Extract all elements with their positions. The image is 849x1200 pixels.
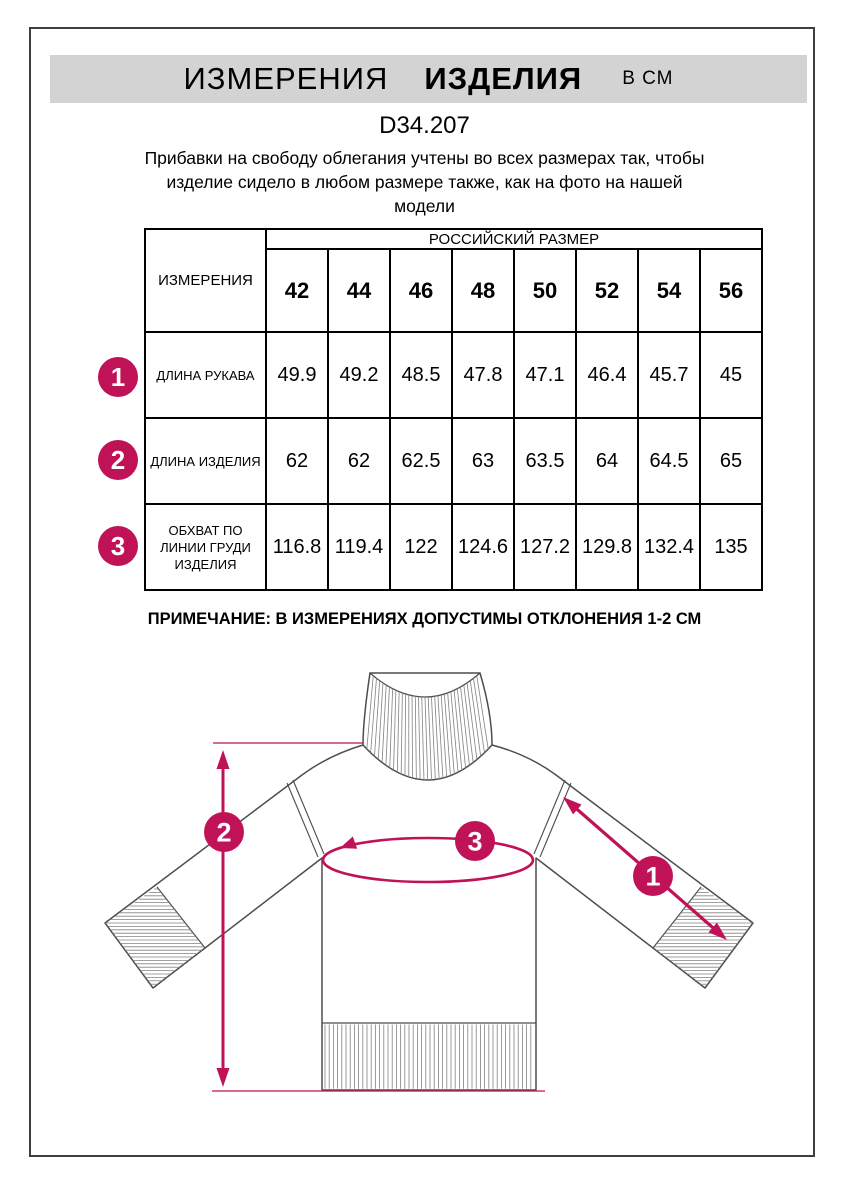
table-row bbox=[145, 504, 762, 590]
value-cell: 135 bbox=[700, 504, 762, 590]
diagram-marker-2 bbox=[204, 812, 244, 852]
svg-text:2: 2 bbox=[216, 817, 232, 848]
svg-text:1: 1 bbox=[645, 861, 661, 892]
table-row bbox=[145, 332, 762, 418]
table-row bbox=[145, 418, 762, 504]
description-line: модели bbox=[394, 196, 455, 216]
value-cell: 64.5 bbox=[638, 418, 700, 504]
value-cell: 45.7 bbox=[638, 332, 700, 418]
value-cell: 48.5 bbox=[390, 332, 452, 418]
product-code: D34.207 bbox=[379, 112, 470, 139]
row-label-cell: ДЛИНА РУКАВА bbox=[145, 332, 266, 418]
value-cell: 47.1 bbox=[514, 332, 576, 418]
title-bar bbox=[50, 55, 807, 103]
row-marker-3: 3 bbox=[98, 526, 138, 566]
value-cell: 62 bbox=[266, 418, 328, 504]
diagram-marker-3 bbox=[455, 821, 495, 861]
size-header-cell: 52 bbox=[576, 249, 638, 332]
value-cell: 62 bbox=[328, 418, 390, 504]
size-header-cell: 54 bbox=[638, 249, 700, 332]
group-header-cell: РОССИЙСКИЙ РАЗМЕР bbox=[266, 229, 762, 249]
value-cell: 129.8 bbox=[576, 504, 638, 590]
size-header-cell: 42 bbox=[266, 249, 328, 332]
value-cell: 122 bbox=[390, 504, 452, 590]
value-cell: 124.6 bbox=[452, 504, 514, 590]
size-header-cell: 56 bbox=[700, 249, 762, 332]
value-cell: 132.4 bbox=[638, 504, 700, 590]
size-table bbox=[144, 228, 763, 591]
value-cell: 65 bbox=[700, 418, 762, 504]
description-line: Прибавки на свободу облегания учтены во всех размерах так, чтобы bbox=[144, 148, 705, 168]
value-cell: 47.8 bbox=[452, 332, 514, 418]
corner-label-cell: ИЗМЕРЕНИЯ bbox=[145, 229, 266, 332]
diagram-marker-1 bbox=[633, 856, 673, 896]
svg-text:3: 3 bbox=[467, 826, 483, 857]
value-cell: 62.5 bbox=[390, 418, 452, 504]
value-cell: 116.8 bbox=[266, 504, 328, 590]
description-line: изделие сидело в любом размере также, как на фото на нашей bbox=[166, 172, 683, 192]
size-header-cell: 44 bbox=[328, 249, 390, 332]
value-cell: 49.2 bbox=[328, 332, 390, 418]
size-header-cell: 48 bbox=[452, 249, 514, 332]
description bbox=[0, 146, 849, 218]
value-cell: 64 bbox=[576, 418, 638, 504]
value-cell: 49.9 bbox=[266, 332, 328, 418]
value-cell: 46.4 bbox=[576, 332, 638, 418]
value-cell: 63.5 bbox=[514, 418, 576, 504]
garment-outline bbox=[105, 745, 753, 1090]
value-cell: 63 bbox=[452, 418, 514, 504]
row-label-cell: ДЛИНА ИЗДЕЛИЯ bbox=[145, 418, 266, 504]
size-header-cell: 50 bbox=[514, 249, 576, 332]
size-header-cell: 46 bbox=[390, 249, 452, 332]
title-units: В СМ bbox=[622, 68, 674, 89]
garment-diagram bbox=[40, 650, 810, 1160]
value-cell: 127.2 bbox=[514, 504, 576, 590]
title-product: ИЗДЕЛИЯ bbox=[424, 61, 583, 96]
row-marker-1: 1 bbox=[98, 357, 138, 397]
value-cell: 119.4 bbox=[328, 504, 390, 590]
row-label-cell: ОБХВАТ ПО ЛИНИИ ГРУДИ ИЗДЕЛИЯ bbox=[145, 504, 266, 590]
measurement-note: ПРИМЕЧАНИЕ: В ИЗМЕРЕНИЯХ ДОПУСТИМЫ ОТКЛОНЕНИЯ 1-2 СМ bbox=[147, 610, 702, 628]
row-marker-2: 2 bbox=[98, 440, 138, 480]
title-measurements: ИЗМЕРЕНИЯ bbox=[183, 61, 389, 96]
value-cell: 45 bbox=[700, 332, 762, 418]
